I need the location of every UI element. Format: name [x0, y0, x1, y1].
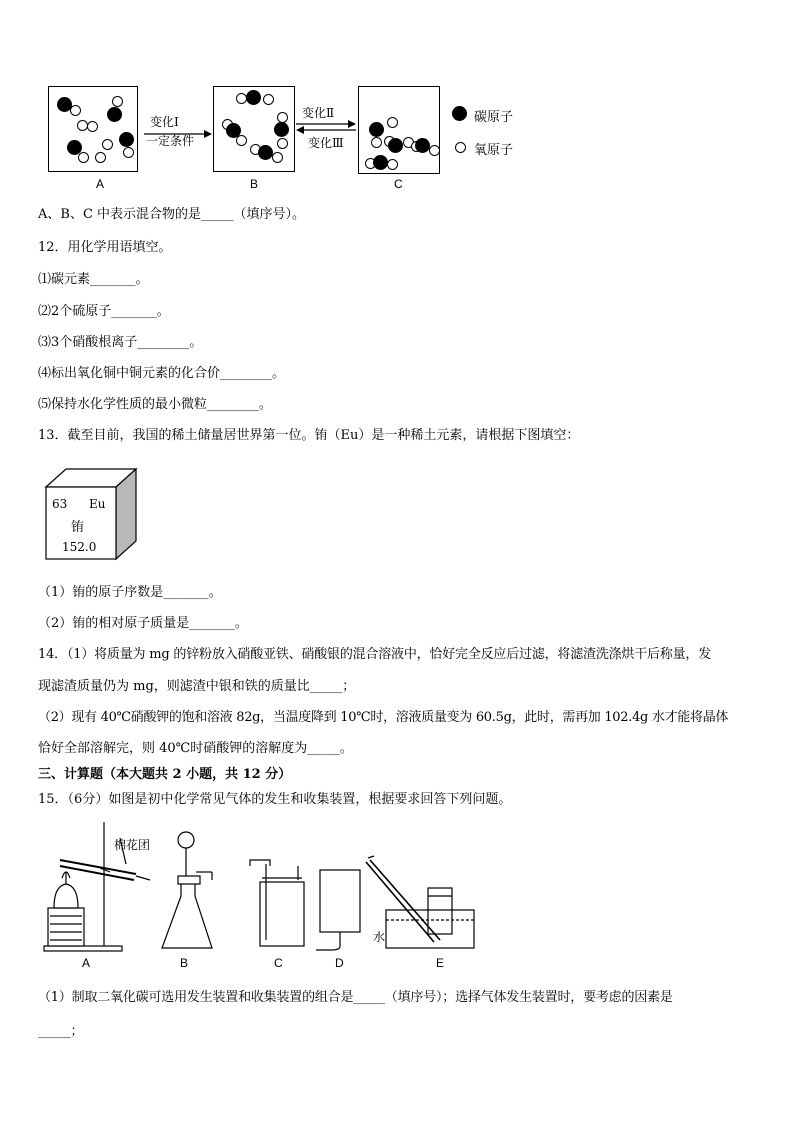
oxygen-atom — [123, 147, 134, 158]
carbon-atom — [258, 145, 273, 160]
q13-item-1: （1）铕的原子序数是_______。 — [38, 585, 222, 600]
carbon-atom — [246, 90, 261, 105]
q12-item-1: ⑴碳元素_______。 — [38, 272, 149, 287]
q12-item-3: ⑶3个硝酸根离子________。 — [38, 335, 203, 350]
apparatus-d-label: D — [335, 956, 344, 970]
carbon-legend-icon — [452, 106, 467, 121]
carbon-atom — [415, 138, 430, 153]
apparatus-c-icon — [250, 860, 304, 946]
oxygen-atom — [87, 121, 98, 132]
q13-item-2: （2）铕的相对原子质量是_______。 — [38, 616, 248, 631]
q15-q1-line-2: _____； — [38, 1024, 84, 1039]
box-a-label: A — [96, 177, 105, 191]
carbon-atom — [119, 132, 134, 147]
legend-carbon-label: 碳原子 — [474, 110, 514, 125]
apparatus-b-label: B — [180, 956, 189, 970]
arrow2-bottom-label: 变化Ⅲ — [308, 136, 344, 150]
apparatus-b-icon — [162, 832, 212, 948]
apparatus-drawing — [40, 820, 480, 960]
section-3-heading: 三、计算题（本大题共 2 小题，共 12 分） — [38, 767, 292, 782]
q15-title: 15．（6分）如图是初中化学常见气体的发生和收集装置，根据要求回答下列问题。 — [38, 792, 512, 807]
oxygen-legend-icon — [455, 142, 466, 153]
carbon-atom — [373, 155, 388, 170]
oxygen-atom — [429, 145, 440, 156]
q12-item-2: ⑵2个硫原子_______。 — [38, 304, 170, 319]
carbon-atom — [107, 107, 122, 122]
arrow1-top-label: 变化Ⅰ — [150, 115, 179, 129]
cotton-label: 棉花团 — [114, 838, 151, 852]
oxygen-atom — [112, 96, 123, 107]
oxygen-atom — [263, 94, 274, 105]
carbon-atom — [274, 122, 289, 137]
carbon-atom — [369, 122, 384, 137]
legend-oxygen-label: 氧原子 — [474, 143, 514, 158]
oxygen-atom — [272, 152, 283, 163]
apparatus-d-icon — [316, 870, 360, 950]
box-a — [48, 86, 138, 172]
arrow1-bottom-label: 一定条件 — [146, 134, 195, 148]
apparatus-e-label: E — [436, 956, 445, 970]
arrow2-top-label: 变化Ⅱ — [302, 106, 335, 120]
carbon-atom — [388, 138, 403, 153]
q14-line-4: 恰好全部溶解完，则 40℃时硝酸钾的溶解度为_____。 — [38, 741, 353, 756]
q12-title: 12．用化学用语填空。 — [38, 240, 172, 255]
q14-line-2: 现滤渣质量仍为 mg，则滤渣中银和铁的质量比_____； — [38, 679, 356, 694]
element-mass: 152.0 — [62, 540, 97, 554]
q14-line-3: （2）现有 40℃硝酸钾的饱和溶液 82g，当温度降到 10℃时，溶液质量变为 60.5g，此时，需再加 102.4g 水才能将晶体 — [38, 710, 729, 725]
box-b — [213, 86, 295, 172]
box-c — [358, 86, 440, 174]
q11-question: A、B、C 中表示混合物的是_____（填序号）。 — [38, 207, 306, 222]
q13-title: 13．截至目前，我国的稀土储量居世界第一位。铕（Eu）是一种稀土元素，请根据下图填空： — [38, 428, 580, 443]
element-number: 63 — [52, 497, 68, 511]
oxygen-atom — [371, 137, 382, 148]
apparatus-c-label: C — [274, 956, 283, 970]
water-label: 水 — [373, 930, 386, 944]
q12-item-4: ⑷标出氧化铜中铜元素的化合价________。 — [38, 366, 286, 381]
q15-q1-line-1: （1）制取二氧化碳可选用发生装置和收集装置的组合是_____（填序号）；选择气体发生装置时，要考虑的因素是 — [38, 990, 673, 1005]
element-symbol: Eu — [89, 497, 106, 511]
oxygen-atom — [236, 135, 247, 146]
oxygen-atom — [70, 105, 81, 116]
oxygen-atom — [387, 159, 398, 170]
box-c-label: C — [394, 177, 403, 191]
apparatus-a-label: A — [82, 956, 91, 970]
q14-line-1: 14．（1）将质量为 mg 的锌粉放入硝酸亚铁、硝酸银的混合溶液中，恰好完全反应后过滤，将滤渣洗涤烘干后称量，发 — [38, 647, 712, 662]
oxygen-atom — [78, 152, 89, 163]
oxygen-atom — [102, 139, 113, 150]
oxygen-atom — [95, 152, 106, 163]
oxygen-atom — [387, 117, 398, 128]
box-b-label: B — [250, 177, 259, 191]
oxygen-atom — [277, 138, 288, 149]
element-name: 铕 — [71, 520, 85, 535]
q12-item-5: ⑸保持水化学性质的最小微粒________。 — [38, 397, 273, 412]
